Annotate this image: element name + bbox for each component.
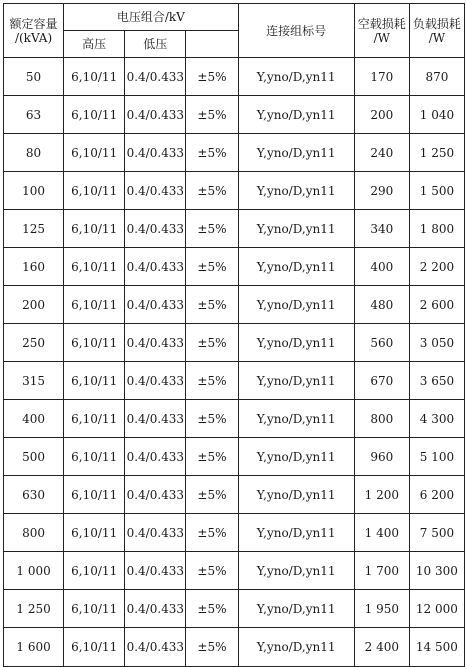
noload-loss-cell: 670 bbox=[354, 362, 409, 400]
load-loss-cell: 1 250 bbox=[409, 134, 464, 172]
low-voltage-cell: 0.4/0.433 bbox=[125, 210, 186, 248]
rating-header-line2: /(kVA) bbox=[14, 30, 53, 45]
rating-header-line1: 额定容量 bbox=[9, 16, 58, 31]
low-voltage-cell: 0.4/0.433 bbox=[125, 172, 186, 210]
connection-cell: Y,yno/D,yn11 bbox=[238, 590, 354, 628]
load-loss-cell: 2 600 bbox=[409, 286, 464, 324]
high-voltage-cell: 6,10/11 bbox=[64, 514, 125, 552]
connection-cell: Y,yno/D,yn11 bbox=[238, 58, 354, 96]
rating-header bbox=[4, 4, 64, 58]
high-voltage-cell: 6,10/11 bbox=[64, 362, 125, 400]
tap-cell: ±5% bbox=[186, 248, 238, 286]
table-row bbox=[4, 324, 465, 362]
noload-loss-cell: 1 700 bbox=[354, 552, 409, 590]
table-row bbox=[4, 96, 465, 134]
noload-loss-cell: 2 400 bbox=[354, 628, 409, 667]
tap-cell: ±5% bbox=[186, 476, 238, 514]
rating-cell: 63 bbox=[4, 96, 64, 134]
connection-cell: Y,yno/D,yn11 bbox=[238, 628, 354, 667]
tap-cell: ±5% bbox=[186, 628, 238, 667]
tap-cell: ±5% bbox=[186, 362, 238, 400]
rating-cell: 250 bbox=[4, 324, 64, 362]
high-voltage-cell: 6,10/11 bbox=[64, 286, 125, 324]
low-voltage-header: 低压 bbox=[125, 31, 186, 58]
high-voltage-cell: 6,10/11 bbox=[64, 172, 125, 210]
connection-cell: Y,yno/D,yn11 bbox=[238, 514, 354, 552]
rating-cell: 630 bbox=[4, 476, 64, 514]
load-loss-cell: 6 200 bbox=[409, 476, 464, 514]
table-row bbox=[4, 438, 465, 476]
low-voltage-cell: 0.4/0.433 bbox=[125, 628, 186, 667]
load-loss-header-line2: /W bbox=[428, 30, 446, 45]
low-voltage-cell: 0.4/0.433 bbox=[125, 514, 186, 552]
connection-cell: Y,yno/D,yn11 bbox=[238, 552, 354, 590]
noload-loss-cell: 240 bbox=[354, 134, 409, 172]
tap-cell: ±5% bbox=[186, 58, 238, 96]
low-voltage-cell: 0.4/0.433 bbox=[125, 438, 186, 476]
connection-cell: Y,yno/D,yn11 bbox=[238, 286, 354, 324]
table-row bbox=[4, 400, 465, 438]
high-voltage-cell: 6,10/11 bbox=[64, 438, 125, 476]
low-voltage-cell: 0.4/0.433 bbox=[125, 590, 186, 628]
rating-cell: 200 bbox=[4, 286, 64, 324]
high-voltage-cell: 6,10/11 bbox=[64, 552, 125, 590]
table-row bbox=[4, 476, 465, 514]
table-row bbox=[4, 362, 465, 400]
rating-cell: 1 000 bbox=[4, 552, 64, 590]
table-row bbox=[4, 552, 465, 590]
low-voltage-cell: 0.4/0.433 bbox=[125, 286, 186, 324]
load-loss-cell: 7 500 bbox=[409, 514, 464, 552]
load-loss-cell: 10 300 bbox=[409, 552, 464, 590]
table-row bbox=[4, 134, 465, 172]
load-loss-cell: 14 500 bbox=[409, 628, 464, 667]
low-voltage-cell: 0.4/0.433 bbox=[125, 96, 186, 134]
table-row bbox=[4, 628, 465, 667]
connection-cell: Y,yno/D,yn11 bbox=[238, 172, 354, 210]
voltage-group-header: 电压组合/kV bbox=[64, 4, 238, 31]
tap-cell: ±5% bbox=[186, 590, 238, 628]
noload-loss-cell: 1 400 bbox=[354, 514, 409, 552]
rating-cell: 50 bbox=[4, 58, 64, 96]
low-voltage-cell: 0.4/0.433 bbox=[125, 552, 186, 590]
high-voltage-cell: 6,10/11 bbox=[64, 324, 125, 362]
high-voltage-cell: 6,10/11 bbox=[64, 476, 125, 514]
load-loss-header bbox=[409, 4, 464, 58]
rating-cell: 100 bbox=[4, 172, 64, 210]
tap-cell: ±5% bbox=[186, 210, 238, 248]
table-body bbox=[4, 58, 465, 667]
low-voltage-cell: 0.4/0.433 bbox=[125, 362, 186, 400]
noload-loss-cell: 200 bbox=[354, 96, 409, 134]
high-voltage-header: 高压 bbox=[64, 31, 125, 58]
rating-cell: 500 bbox=[4, 438, 64, 476]
tap-cell: ±5% bbox=[186, 324, 238, 362]
low-voltage-cell: 0.4/0.433 bbox=[125, 476, 186, 514]
load-loss-cell: 2 200 bbox=[409, 248, 464, 286]
connection-cell: Y,yno/D,yn11 bbox=[238, 438, 354, 476]
high-voltage-cell: 6,10/11 bbox=[64, 210, 125, 248]
header-row-1 bbox=[4, 4, 465, 31]
low-voltage-cell: 0.4/0.433 bbox=[125, 400, 186, 438]
tap-cell: ±5% bbox=[186, 400, 238, 438]
tap-cell: ±5% bbox=[186, 552, 238, 590]
table-row bbox=[4, 248, 465, 286]
noload-loss-cell: 800 bbox=[354, 400, 409, 438]
high-voltage-cell: 6,10/11 bbox=[64, 248, 125, 286]
tap-header bbox=[186, 31, 238, 58]
load-loss-cell: 3 650 bbox=[409, 362, 464, 400]
rating-cell: 1 600 bbox=[4, 628, 64, 667]
noload-loss-header-line1: 空载损耗 bbox=[357, 16, 406, 31]
table-row bbox=[4, 286, 465, 324]
tap-cell: ±5% bbox=[186, 134, 238, 172]
connection-cell: Y,yno/D,yn11 bbox=[238, 248, 354, 286]
noload-loss-cell: 960 bbox=[354, 438, 409, 476]
tap-cell: ±5% bbox=[186, 96, 238, 134]
table-row bbox=[4, 514, 465, 552]
rating-cell: 160 bbox=[4, 248, 64, 286]
connection-cell: Y,yno/D,yn11 bbox=[238, 362, 354, 400]
tap-cell: ±5% bbox=[186, 438, 238, 476]
low-voltage-cell: 0.4/0.433 bbox=[125, 324, 186, 362]
rating-cell: 125 bbox=[4, 210, 64, 248]
noload-loss-header-line2: /W bbox=[373, 30, 390, 45]
noload-loss-cell: 1 200 bbox=[354, 476, 409, 514]
connection-cell: Y,yno/D,yn11 bbox=[238, 476, 354, 514]
table-row bbox=[4, 58, 465, 96]
noload-loss-cell: 480 bbox=[354, 286, 409, 324]
noload-loss-cell: 1 950 bbox=[354, 590, 409, 628]
high-voltage-cell: 6,10/11 bbox=[64, 134, 125, 172]
low-voltage-cell: 0.4/0.433 bbox=[125, 58, 186, 96]
high-voltage-cell: 6,10/11 bbox=[64, 58, 125, 96]
load-loss-cell: 1 500 bbox=[409, 172, 464, 210]
rating-cell: 80 bbox=[4, 134, 64, 172]
noload-loss-cell: 400 bbox=[354, 248, 409, 286]
table-row bbox=[4, 172, 465, 210]
low-voltage-cell: 0.4/0.433 bbox=[125, 248, 186, 286]
noload-loss-cell: 340 bbox=[354, 210, 409, 248]
load-loss-cell: 870 bbox=[409, 58, 464, 96]
transformer-spec-table bbox=[3, 3, 465, 667]
noload-loss-header bbox=[354, 4, 409, 58]
rating-cell: 315 bbox=[4, 362, 64, 400]
low-voltage-cell: 0.4/0.433 bbox=[125, 134, 186, 172]
connection-cell: Y,yno/D,yn11 bbox=[238, 134, 354, 172]
load-loss-cell: 1 040 bbox=[409, 96, 464, 134]
load-loss-header-line1: 负载损耗 bbox=[412, 16, 461, 31]
rating-cell: 1 250 bbox=[4, 590, 64, 628]
load-loss-cell: 12 000 bbox=[409, 590, 464, 628]
connection-cell: Y,yno/D,yn11 bbox=[238, 400, 354, 438]
load-loss-cell: 4 300 bbox=[409, 400, 464, 438]
connection-cell: Y,yno/D,yn11 bbox=[238, 96, 354, 134]
table-row bbox=[4, 590, 465, 628]
load-loss-cell: 1 800 bbox=[409, 210, 464, 248]
tap-cell: ±5% bbox=[186, 172, 238, 210]
tap-cell: ±5% bbox=[186, 514, 238, 552]
connection-header: 连接组标号 bbox=[238, 4, 354, 58]
noload-loss-cell: 560 bbox=[354, 324, 409, 362]
noload-loss-cell: 290 bbox=[354, 172, 409, 210]
high-voltage-cell: 6,10/11 bbox=[64, 590, 125, 628]
high-voltage-cell: 6,10/11 bbox=[64, 628, 125, 667]
load-loss-cell: 5 100 bbox=[409, 438, 464, 476]
load-loss-cell: 3 050 bbox=[409, 324, 464, 362]
high-voltage-cell: 6,10/11 bbox=[64, 96, 125, 134]
rating-cell: 400 bbox=[4, 400, 64, 438]
connection-cell: Y,yno/D,yn11 bbox=[238, 210, 354, 248]
noload-loss-cell: 170 bbox=[354, 58, 409, 96]
high-voltage-cell: 6,10/11 bbox=[64, 400, 125, 438]
tap-cell: ±5% bbox=[186, 286, 238, 324]
table-row bbox=[4, 210, 465, 248]
connection-cell: Y,yno/D,yn11 bbox=[238, 324, 354, 362]
rating-cell: 800 bbox=[4, 514, 64, 552]
